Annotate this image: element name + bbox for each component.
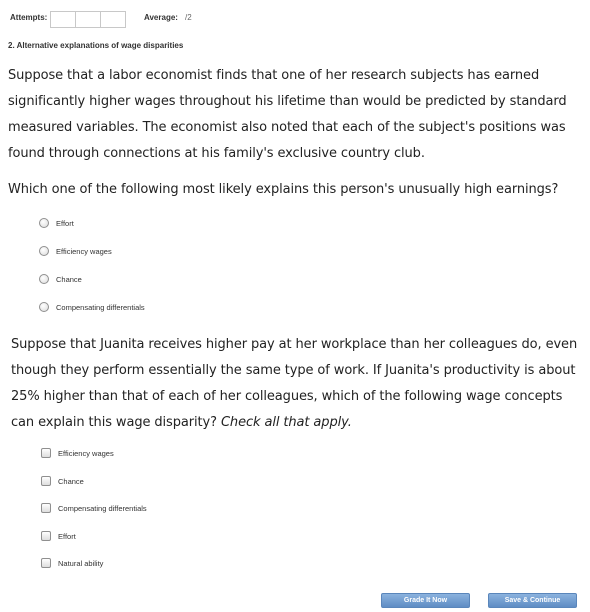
- scenario-paragraph-1: Suppose that a labor economist finds that one of her research subjects has earned significantly higher wages throughout his lifetime than would be predicted by standard measured variables. The economist also noted that each of the subject's positions was found through connections at his family's exclusive country club.: [8, 68, 567, 161]
- question-prompt-1: Which one of the following most likely explains this person's unusually high earnings?: [8, 182, 559, 197]
- save-continue-button[interactable]: Save & Continue: [488, 593, 577, 608]
- option-label: Chance: [58, 476, 84, 486]
- checkbox-option-effort[interactable]: [41, 531, 76, 541]
- option-label: Chance: [56, 274, 82, 284]
- scenario-paragraph-2: [11, 332, 589, 436]
- attempts-label: Attempts:: [10, 13, 48, 22]
- attempt-box: [75, 11, 101, 28]
- option-label: Natural ability: [58, 558, 104, 568]
- scenario-paragraph-2-text: Suppose that Juanita receives higher pay at her workplace than her colleagues do, even though they perform essentially the same type of work. If Juanita's productivity is about 25% higher than that of each of her colleagues, which of the following wage concepts can explain this wage disparity?: [11, 337, 578, 430]
- option-label: Effort: [58, 531, 76, 541]
- radio-button[interactable]: [39, 218, 49, 228]
- checkbox[interactable]: [41, 448, 51, 458]
- option-label: Efficiency wages: [58, 448, 114, 458]
- average-label: Average:: [144, 13, 178, 22]
- attempt-box: [50, 11, 76, 28]
- radio-option-effort[interactable]: [39, 218, 74, 228]
- checkbox-option-efficiency-wages[interactable]: [41, 448, 114, 458]
- question-title: 2. Alternative explanations of wage disparities: [8, 41, 184, 50]
- radio-option-chance[interactable]: [39, 274, 82, 284]
- attempt-box: [100, 11, 126, 28]
- option-label: Compensating differentials: [56, 302, 145, 312]
- checkbox[interactable]: [41, 503, 51, 513]
- radio-option-efficiency-wages[interactable]: [39, 246, 112, 256]
- checkbox-option-chance[interactable]: [41, 476, 84, 486]
- grade-it-now-button[interactable]: Grade It Now: [381, 593, 470, 608]
- radio-option-compensating-differentials[interactable]: [39, 302, 145, 312]
- checkbox[interactable]: [41, 476, 51, 486]
- option-label: Compensating differentials: [58, 503, 147, 513]
- radio-button[interactable]: [39, 274, 49, 284]
- checkbox-option-natural-ability[interactable]: [41, 558, 103, 568]
- option-label: Efficiency wages: [56, 246, 112, 256]
- average-value: /2: [185, 13, 192, 22]
- radio-button[interactable]: [39, 302, 49, 312]
- attempt-boxes: [50, 11, 125, 28]
- check-all-instruction: Check all that apply.: [220, 415, 352, 430]
- checkbox[interactable]: [41, 531, 51, 541]
- attempts-bar: [10, 11, 570, 27]
- radio-button[interactable]: [39, 246, 49, 256]
- checkbox[interactable]: [41, 558, 51, 568]
- option-label: Effort: [56, 218, 74, 228]
- checkbox-option-compensating-differentials[interactable]: [41, 503, 147, 513]
